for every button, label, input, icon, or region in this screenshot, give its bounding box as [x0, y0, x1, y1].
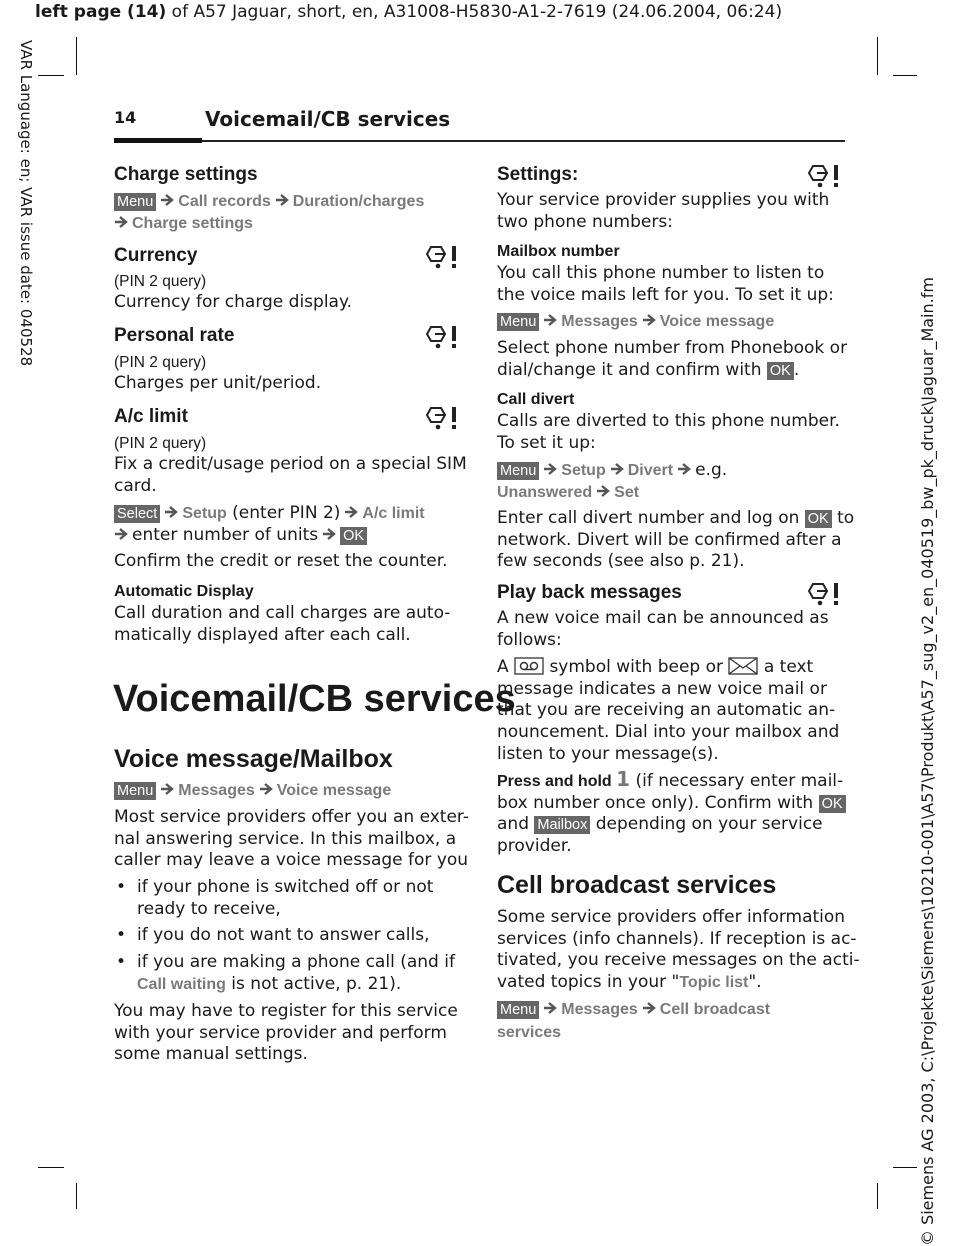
crop-mark [76, 1183, 77, 1209]
press-and-hold: Press and hold 1 (if necessary enter mail- box number once only). Confirm with OK and Mailbox depending on your service provider. [497, 769, 846, 858]
arrow-icon [275, 194, 289, 206]
nav-item: Cell broadcast [659, 1001, 771, 1018]
mailbox-key[interactable]: Mailbox [534, 816, 590, 834]
arrow-icon [160, 194, 174, 206]
arrow-icon [259, 783, 273, 795]
mailbox-number-text: You call this phone number to listen to the voice mails left for you. To set it up: [497, 263, 834, 305]
cell-broadcast-text: Some service providers offer information services (info channels). If reception is ac- tivated, you receive messages on the acti- vated topics in your "Topic list". [497, 907, 860, 993]
crop-mark [893, 75, 917, 76]
menu-key[interactable]: Menu [114, 782, 156, 800]
nav-item: services [497, 1024, 562, 1041]
ok-key[interactable]: OK [767, 362, 794, 380]
charge-settings-nav [114, 190, 424, 234]
nav-text: (enter PIN 2) [232, 503, 341, 523]
nav-text: enter number of units [132, 524, 319, 545]
nav-item: Messages [178, 782, 255, 799]
play-back-lines: A symbol with beep or a text message indicates a new voice mail or that you are receiving an automatic an- nouncement. Dial into your mailbox and listen to your message(s). [497, 657, 840, 764]
nav-item: Messages [561, 313, 638, 330]
arrow-icon [543, 314, 557, 326]
menu-key[interactable]: Menu [497, 462, 539, 480]
voicemail-icon [514, 657, 544, 675]
nav-item: Duration/charges [292, 193, 425, 210]
network-service-icon [805, 163, 841, 189]
currency-text: Currency for charge display. [114, 292, 352, 312]
voice-message-bullets [114, 877, 455, 996]
cell-broadcast-nav [497, 998, 770, 1044]
arrow-icon [596, 485, 610, 497]
currency-note: (PIN 2 query) [114, 273, 207, 290]
charge-settings-title: Charge settings [114, 164, 258, 185]
currency-title: Currency [114, 245, 198, 266]
menu-key[interactable]: Menu [497, 1001, 539, 1019]
arrow-icon [543, 463, 557, 475]
voice-message-closing: You may have to register for this service with your service provider and perform some manual settings. [114, 1001, 458, 1065]
nav-item: Setup [182, 505, 227, 522]
print-header: left page (14) of A57 Jaguar, short, en, A31008-H5830-A1-2-7619 (24.06.2004, 06:24) [35, 2, 783, 22]
ac-limit-nav [114, 503, 425, 546]
crop-mark [877, 37, 878, 75]
automatic-display-text: Call duration and call charges are auto- matically displayed after each call. [114, 603, 451, 645]
list-item: • if you are making a phone call (and if Call waiting is not active, p. 21). [114, 952, 455, 995]
nav-item: Charge settings [132, 215, 253, 232]
network-service-icon [423, 324, 459, 350]
personal-rate-text: Charges per unit/period. [114, 373, 322, 393]
personal-rate-note: (PIN 2 query) [114, 354, 207, 371]
nav-item: Call records [178, 193, 271, 210]
nav-item: Divert [627, 462, 674, 479]
voice-message-para: Most service providers offer you an exter- nal answering service. In this mailbox, a caller may leave a voice message for you [114, 807, 469, 871]
arrow-icon [642, 314, 656, 326]
call-divert-title: Call divert [497, 391, 575, 408]
personal-rate-title: Personal rate [114, 325, 235, 346]
nav-item: Voice message [276, 782, 392, 799]
nav-item: Setup [561, 462, 606, 479]
list-item: • if you do not want to answer calls, [114, 925, 455, 947]
ac-limit-note: (PIN 2 query) [114, 435, 207, 452]
network-service-icon [805, 581, 841, 607]
crop-mark [76, 37, 77, 75]
arrow-icon [543, 1002, 557, 1014]
select-key[interactable]: Select [114, 505, 160, 523]
arrow-icon [322, 528, 336, 540]
side-note-left: VAR Language: en; VAR issue date: 040528 [17, 40, 35, 367]
call-divert-text: Calls are diverted to this phone number. To set it up: [497, 411, 840, 453]
arrow-icon [114, 216, 128, 228]
envelope-icon [728, 656, 758, 676]
nav-item: Set [614, 483, 640, 501]
automatic-display-title: Automatic Display [114, 583, 254, 600]
ok-key[interactable]: OK [805, 510, 832, 528]
arrow-icon [344, 506, 358, 518]
key-one[interactable]: 1 [616, 767, 631, 791]
chapter-title: Voicemail/CB services [113, 678, 516, 720]
arrow-icon [642, 1002, 656, 1014]
ac-limit-title: A/c limit [114, 406, 188, 427]
settings-text: Your service provider supplies you with two phone numbers: [497, 190, 830, 232]
nav-item: Unanswered [497, 483, 593, 501]
crop-mark [38, 75, 64, 76]
ok-key[interactable]: OK [819, 795, 846, 813]
cell-broadcast-title: Cell broadcast services [497, 871, 777, 899]
mailbox-number-nav [497, 311, 774, 331]
call-divert-nav [497, 460, 727, 503]
menu-key[interactable]: Menu [114, 193, 156, 211]
nav-item: Messages [561, 1001, 638, 1018]
network-service-icon [423, 244, 459, 270]
call-divert-enter: Enter call divert number and log on OK to network. Divert will be confirmed after a few seconds (see also p. 21). [497, 508, 855, 572]
crop-mark [877, 1183, 878, 1209]
arrow-icon [610, 463, 624, 475]
ac-limit-confirm: Confirm the credit or reset the counter. [114, 551, 448, 571]
arrow-icon [164, 506, 178, 518]
play-back-text: A new voice mail can be announced as follows: [497, 608, 829, 650]
ac-limit-text: Fix a credit/usage period on a special SIM card. [114, 454, 467, 496]
voice-message-nav [114, 780, 391, 800]
header-rule [114, 140, 845, 142]
network-service-icon [423, 405, 459, 431]
play-back-title: Play back messages [497, 582, 682, 603]
mailbox-number-select: Select phone number from Phonebook or dial/change it and confirm with OK . [497, 338, 848, 380]
page-number: 14 [114, 108, 137, 127]
mailbox-number-title: Mailbox number [497, 243, 620, 260]
settings-title: Settings: [497, 164, 579, 185]
list-item: • if your phone is switched off or not ready to receive, [114, 877, 455, 920]
running-title: Voicemail/CB services [205, 107, 451, 131]
menu-key[interactable]: Menu [497, 313, 539, 331]
voice-message-title: Voice message/Mailbox [114, 745, 393, 773]
crop-mark [893, 1167, 917, 1168]
ok-key[interactable]: OK [340, 527, 367, 545]
arrow-icon [160, 783, 174, 795]
nav-item: Voice message [659, 313, 775, 330]
arrow-icon [114, 528, 128, 540]
header-rule-accent [114, 138, 202, 143]
nav-item: A/c limit [362, 505, 425, 522]
nav-text: e.g. [695, 460, 728, 480]
arrow-icon [677, 463, 691, 475]
crop-mark [38, 1167, 64, 1168]
